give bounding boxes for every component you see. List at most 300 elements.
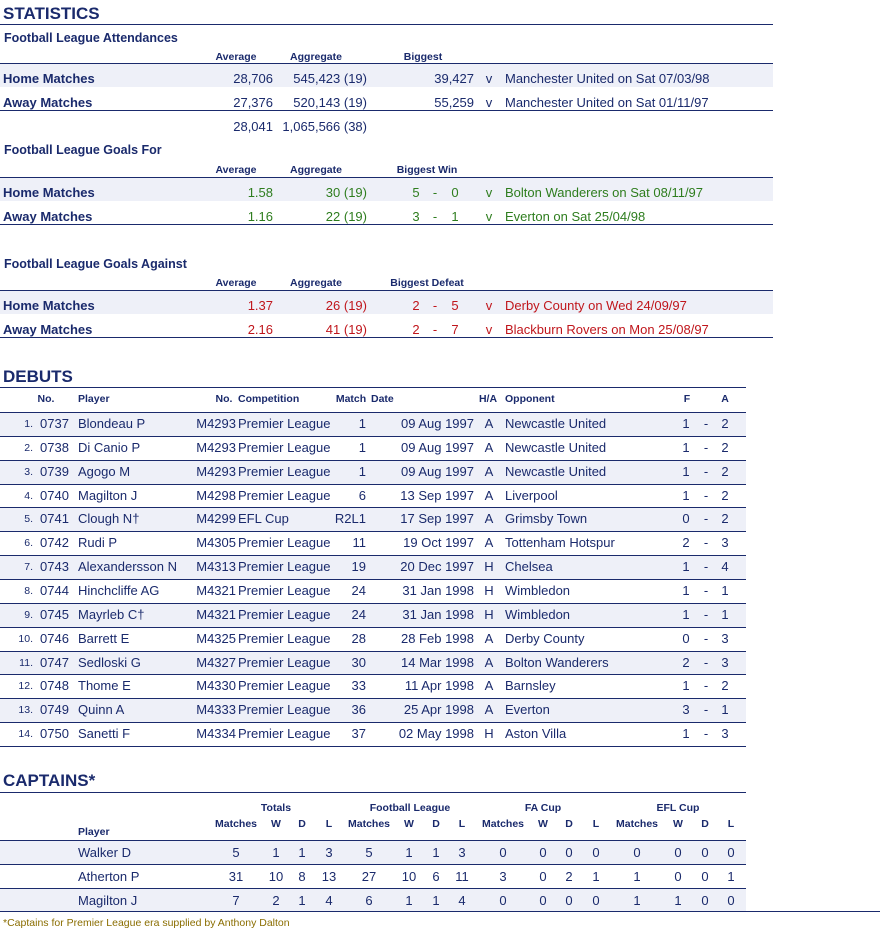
divider (0, 224, 773, 225)
player-number: 0743 (40, 559, 69, 575)
score-dash: - (703, 654, 709, 670)
column-header-ha: H/A (478, 393, 498, 405)
group-header: Football League (369, 802, 451, 814)
column-header-player: Player (78, 393, 110, 405)
average-value: 1.37 (247, 298, 273, 313)
score-against: 2 (721, 463, 729, 479)
player-name: Sedloski G (78, 654, 141, 670)
home-away: A (484, 678, 494, 694)
competition: Premier League (238, 535, 331, 551)
home-away: H (484, 559, 494, 575)
match: 1 (358, 463, 366, 479)
opponent-detail: Derby County on Wed 24/09/97 (505, 298, 687, 313)
score-for: 1 (682, 606, 690, 622)
score-dash: - (703, 439, 709, 455)
match-number: M4313 (196, 559, 236, 575)
divider (0, 651, 746, 652)
row-index: 7. (24, 561, 33, 574)
divider (0, 674, 746, 675)
date: 09 Aug 1997 (400, 463, 474, 479)
column-header-a: A (721, 393, 729, 405)
score-against: 1 (721, 606, 729, 622)
score-for: 1 (682, 678, 690, 694)
section-title-captains: CAPTAINS* (3, 771, 96, 790)
average-value: 27,376 (233, 95, 273, 110)
opponent: Aston Villa (505, 726, 567, 742)
versus-label: v (485, 209, 493, 224)
captain-stat: 0 (565, 845, 573, 860)
divider (0, 387, 746, 388)
player-number: 0749 (40, 702, 69, 718)
captain-stat: 1 (298, 892, 306, 908)
match-number: M4334 (196, 726, 236, 742)
subheader: L (727, 818, 735, 830)
subheader: Matches (615, 818, 658, 830)
divider (0, 864, 746, 865)
captain-stat: 10 (268, 868, 284, 884)
row-label: Home Matches (3, 71, 95, 86)
divider (0, 507, 746, 508)
competition: Premier League (238, 678, 331, 694)
divider (0, 337, 773, 338)
score-against: 7 (451, 322, 459, 337)
score-dash: - (703, 463, 709, 479)
player-number: 0742 (40, 535, 69, 551)
match-number: M4299 (196, 511, 236, 527)
competition: Premier League (238, 559, 331, 575)
competition: Premier League (238, 439, 331, 455)
match: 19 (351, 559, 366, 575)
match-number: M4293 (196, 416, 236, 431)
row-index: 14. (18, 728, 33, 741)
competition: Premier League (238, 416, 331, 431)
opponent: Newcastle United (505, 463, 607, 479)
captain-stat: 4 (325, 892, 333, 908)
score-dash: - (703, 702, 709, 718)
captain-stat: 0 (674, 868, 682, 884)
player-name: Agogo M (78, 463, 131, 479)
score-dash: - (432, 322, 438, 337)
column-header-player: Player (78, 826, 110, 838)
player-number: 0745 (40, 606, 69, 622)
column-header-match: Match (335, 393, 367, 405)
versus-label: v (485, 71, 493, 86)
subheader: Matches (481, 818, 524, 830)
row-index: 9. (24, 608, 33, 621)
divider (0, 746, 746, 747)
score-for: 2 (682, 535, 690, 551)
home-away: A (484, 702, 494, 718)
row-index: 10. (18, 632, 33, 645)
opponent: Newcastle United (505, 416, 607, 431)
divider (0, 290, 773, 291)
score-dash: - (703, 416, 709, 431)
opponent: Bolton Wanderers (505, 654, 609, 670)
subsection-title: Football League Goals For (4, 143, 162, 157)
captain-stat: 6 (432, 868, 440, 884)
subheader: D (298, 818, 306, 830)
competition: Premier League (238, 702, 331, 718)
match-number: M4330 (196, 678, 236, 694)
player-name: Sanetti F (78, 726, 131, 742)
subheader: D (432, 818, 440, 830)
score-dash: - (703, 535, 709, 551)
score-dash: - (703, 582, 709, 598)
row-index: 12. (18, 680, 33, 693)
divider (0, 24, 773, 25)
match: R2L1 (334, 511, 366, 527)
player-number: 0737 (40, 416, 69, 431)
captain-stat: 1 (432, 845, 440, 860)
aggregate-value: 41 (19) (325, 322, 367, 337)
column-header-biggest: Biggest Defeat (390, 277, 464, 289)
subheader: W (271, 818, 281, 830)
score-for: 0 (682, 511, 690, 527)
captain-stat: 5 (232, 845, 240, 860)
score-against: 3 (721, 654, 729, 670)
competition: Premier League (238, 606, 331, 622)
biggest-value: 55,259 (434, 95, 474, 110)
score-dash: - (703, 678, 709, 694)
row-index: 3. (24, 465, 33, 478)
captain-name: Walker D (78, 845, 131, 860)
column-header-aggregate: Aggregate (290, 51, 342, 63)
captain-stat: 0 (701, 868, 709, 884)
captain-stat: 0 (499, 892, 507, 908)
match-number: M4293 (196, 463, 236, 479)
home-away: A (484, 463, 494, 479)
captain-stat: 6 (365, 892, 373, 908)
row-index: 8. (24, 584, 33, 597)
home-away: A (484, 535, 494, 551)
subheader: L (458, 818, 466, 830)
score-against: 1 (451, 209, 459, 224)
opponent: Barnsley (505, 678, 556, 694)
aggregate-value: 520,143 (19) (293, 95, 367, 110)
opponent-detail: Everton on Sat 25/04/98 (505, 209, 646, 224)
home-away: A (484, 630, 494, 646)
subheader: Matches (214, 818, 257, 830)
score-against: 3 (721, 726, 729, 742)
divider (0, 698, 746, 699)
score-for: 1 (682, 559, 690, 575)
match-number: M4321 (196, 582, 236, 598)
captain-stat: 0 (499, 845, 507, 860)
captain-stat: 27 (361, 868, 377, 884)
column-header-competition: Competition (238, 393, 300, 405)
player-name: Rudi P (78, 535, 118, 551)
date: 13 Sep 1997 (400, 487, 474, 503)
captain-stat: 1 (727, 868, 735, 884)
biggest-value: 39,427 (434, 71, 474, 86)
captain-stat: 3 (499, 868, 507, 884)
row-label: Home Matches (3, 185, 95, 200)
opponent: Derby County (505, 630, 585, 646)
player-number: 0747 (40, 654, 69, 670)
subheader: W (538, 818, 548, 830)
score-for: 1 (682, 487, 690, 503)
competition: Premier League (238, 582, 331, 598)
row-index: 11. (19, 656, 33, 669)
divider (0, 840, 746, 841)
subheader: D (565, 818, 573, 830)
score-against: 0 (451, 185, 459, 200)
player-name: Quinn A (78, 702, 125, 718)
row-index: 5. (24, 513, 33, 526)
score-dash: - (703, 511, 709, 527)
match-number: M4305 (196, 535, 236, 551)
score-against: 2 (721, 439, 729, 455)
captain-stat: 1 (405, 845, 413, 860)
row-label: Away Matches (3, 95, 93, 110)
score-against: 1 (721, 702, 729, 718)
score-dash: - (703, 726, 709, 742)
captain-stat: 2 (272, 892, 280, 908)
competition: Premier League (238, 487, 331, 503)
column-header-biggest: Biggest (403, 51, 443, 63)
score-for: 5 (412, 185, 420, 200)
player-number: 0748 (40, 678, 69, 694)
match: 37 (351, 726, 366, 742)
player-name: Thome E (78, 678, 131, 694)
divider (0, 484, 746, 485)
opponent: Grimsby Town (505, 511, 588, 527)
captain-stat: 11 (455, 868, 469, 884)
date: 28 Feb 1998 (400, 630, 474, 646)
divider (0, 722, 746, 723)
column-header-average: Average (215, 51, 257, 63)
date: 31 Jan 1998 (402, 606, 474, 622)
home-away: A (484, 439, 494, 455)
captain-stat: 5 (365, 845, 373, 860)
captain-stat: 1 (298, 845, 306, 860)
captain-stat: 0 (633, 845, 641, 860)
captain-stat: 3 (325, 845, 333, 860)
score-against: 2 (721, 416, 729, 431)
column-header-aggregate: Aggregate (290, 277, 342, 289)
aggregate-value: 26 (19) (325, 298, 367, 313)
home-away: A (484, 654, 494, 670)
competition: EFL Cup (238, 511, 289, 527)
score-for: 1 (682, 582, 690, 598)
score-dash: - (432, 298, 438, 313)
player-name: Hinchcliffe AG (78, 582, 160, 598)
player-name: Mayrleb C† (78, 606, 145, 622)
score-dash: - (432, 185, 438, 200)
average-value: 28,706 (233, 71, 273, 86)
subheader: W (404, 818, 414, 830)
group-header: EFL Cup (656, 802, 700, 814)
row-index: 13. (18, 704, 33, 717)
score-for: 2 (682, 654, 690, 670)
column-header-biggest: Biggest Win (396, 164, 458, 176)
date: 09 Aug 1997 (400, 416, 474, 431)
column-header-aggregate: Aggregate (290, 164, 342, 176)
opponent-detail: Manchester United on Sat 01/11/97 (505, 95, 709, 110)
home-away: H (484, 582, 494, 598)
captain-stat: 1 (432, 892, 440, 908)
aggregate-value: 22 (19) (325, 209, 367, 224)
captain-name: Magilton J (78, 892, 138, 908)
average-value: 1.58 (247, 185, 273, 200)
player-number: 0741 (40, 511, 69, 527)
competition: Premier League (238, 463, 331, 479)
date: 14 Mar 1998 (401, 654, 474, 670)
date: 25 Apr 1998 (403, 702, 474, 718)
match: 30 (351, 654, 366, 670)
player-number: 0738 (40, 439, 69, 455)
row-index: 2. (24, 441, 33, 454)
score-against: 3 (721, 630, 729, 646)
captain-stat: 1 (405, 892, 413, 908)
score-for: 1 (682, 416, 690, 431)
score-dash: - (703, 559, 709, 575)
divider (0, 888, 746, 889)
player-name: Alexandersson N (78, 559, 177, 575)
captain-stat: 0 (592, 892, 600, 908)
date: 09 Aug 1997 (400, 439, 474, 455)
date: 11 Apr 1998 (404, 678, 474, 694)
footnote: *Captains for Premier League era supplied by Anthony Dalton (3, 917, 290, 929)
divider (0, 531, 746, 532)
captain-stat: 10 (401, 868, 417, 884)
score-against: 2 (721, 678, 729, 694)
divider (0, 603, 746, 604)
match-number: M4298 (196, 487, 236, 503)
captain-stat: 1 (633, 868, 641, 884)
subsection-title: Football League Attendances (4, 31, 178, 45)
divider (0, 412, 746, 413)
total-aggregate: 1,065,566 (38) (282, 119, 367, 134)
aggregate-value: 30 (19) (325, 185, 367, 200)
match-number: M4293 (196, 439, 236, 455)
score-dash: - (703, 487, 709, 503)
home-away: H (484, 726, 494, 742)
captain-stat: 7 (232, 892, 240, 908)
row-index: 1. (24, 418, 33, 430)
group-header: FA Cup (524, 802, 562, 814)
score-dash: - (703, 606, 709, 622)
score-for: 1 (682, 439, 690, 455)
match-number: M4333 (196, 702, 236, 718)
divider (0, 555, 746, 556)
opponent: Liverpool (505, 487, 558, 503)
subheader: Matches (347, 818, 390, 830)
row-index: 4. (24, 489, 33, 502)
versus-label: v (485, 95, 493, 110)
player-name: Barrett E (78, 630, 130, 646)
score-dash: - (703, 630, 709, 646)
match: 28 (351, 630, 366, 646)
opponent: Chelsea (505, 559, 553, 575)
captain-stat: 1 (674, 892, 682, 908)
subsection-title: Football League Goals Against (4, 257, 187, 271)
captain-stat: 1 (633, 892, 641, 908)
divider (0, 579, 746, 580)
opponent: Everton (505, 702, 550, 718)
score-against: 1 (721, 582, 729, 598)
column-header-no: No. (37, 393, 55, 405)
captain-name: Atherton P (78, 868, 140, 884)
opponent-detail: Manchester United on Sat 07/03/98 (505, 71, 710, 86)
captain-stat: 0 (592, 845, 600, 860)
captain-stat: 8 (298, 868, 306, 884)
date: 02 May 1998 (398, 726, 474, 742)
captain-stat: 4 (458, 892, 466, 908)
divider (0, 110, 773, 111)
subheader: L (325, 818, 333, 830)
captain-stat: 0 (701, 892, 709, 908)
divider (0, 792, 746, 793)
player-number: 0740 (40, 487, 69, 503)
match: 6 (358, 487, 366, 503)
captain-stat: 0 (727, 845, 735, 860)
versus-label: v (485, 322, 493, 337)
player-name: Clough N† (78, 511, 140, 527)
match: 1 (358, 439, 366, 455)
divider (0, 460, 746, 461)
total-average: 28,041 (233, 119, 273, 134)
captain-stat: 0 (539, 892, 547, 908)
captain-stat: 0 (539, 845, 547, 860)
match-number: M4325 (196, 630, 236, 646)
competition: Premier League (238, 726, 331, 742)
opponent: Tottenham Hotspur (505, 535, 615, 551)
row-label: Away Matches (3, 209, 93, 224)
captain-stat: 3 (458, 845, 466, 860)
player-name: Magilton J (78, 487, 138, 503)
match: 33 (351, 678, 366, 694)
versus-label: v (485, 298, 493, 313)
score-for: 1 (682, 726, 690, 742)
score-dash: - (432, 209, 438, 224)
column-header-average: Average (215, 164, 257, 176)
captain-stat: 2 (565, 868, 573, 884)
subheader: W (673, 818, 683, 830)
divider (0, 627, 746, 628)
captain-stat: 0 (674, 845, 682, 860)
subheader: D (701, 818, 709, 830)
score-for: 1 (682, 463, 690, 479)
opponent: Newcastle United (505, 439, 607, 455)
player-number: 0744 (40, 582, 69, 598)
row-index: 6. (24, 537, 33, 550)
versus-label: v (485, 185, 493, 200)
opponent: Wimbledon (505, 582, 571, 598)
competition: Premier League (238, 654, 331, 670)
section-title-statistics: STATISTICS (3, 4, 100, 23)
subheader: L (592, 818, 600, 830)
player-name: Di Canio P (78, 439, 141, 455)
match: 36 (351, 702, 366, 718)
captain-stat: 0 (565, 892, 573, 908)
match: 24 (351, 582, 366, 598)
match-number: M4327 (196, 654, 236, 670)
score-for: 0 (682, 630, 690, 646)
match: 1 (358, 416, 366, 431)
date: 19 Oct 1997 (403, 535, 474, 551)
divider (0, 177, 773, 178)
score-against: 4 (721, 559, 729, 575)
score-for: 3 (682, 702, 690, 718)
aggregate-value: 545,423 (19) (293, 71, 367, 86)
score-against: 3 (721, 535, 729, 551)
score-for: 2 (412, 322, 420, 337)
home-away: A (484, 511, 494, 527)
captain-stat: 0 (727, 892, 735, 908)
average-value: 2.16 (247, 322, 273, 337)
group-header: Totals (260, 802, 292, 814)
